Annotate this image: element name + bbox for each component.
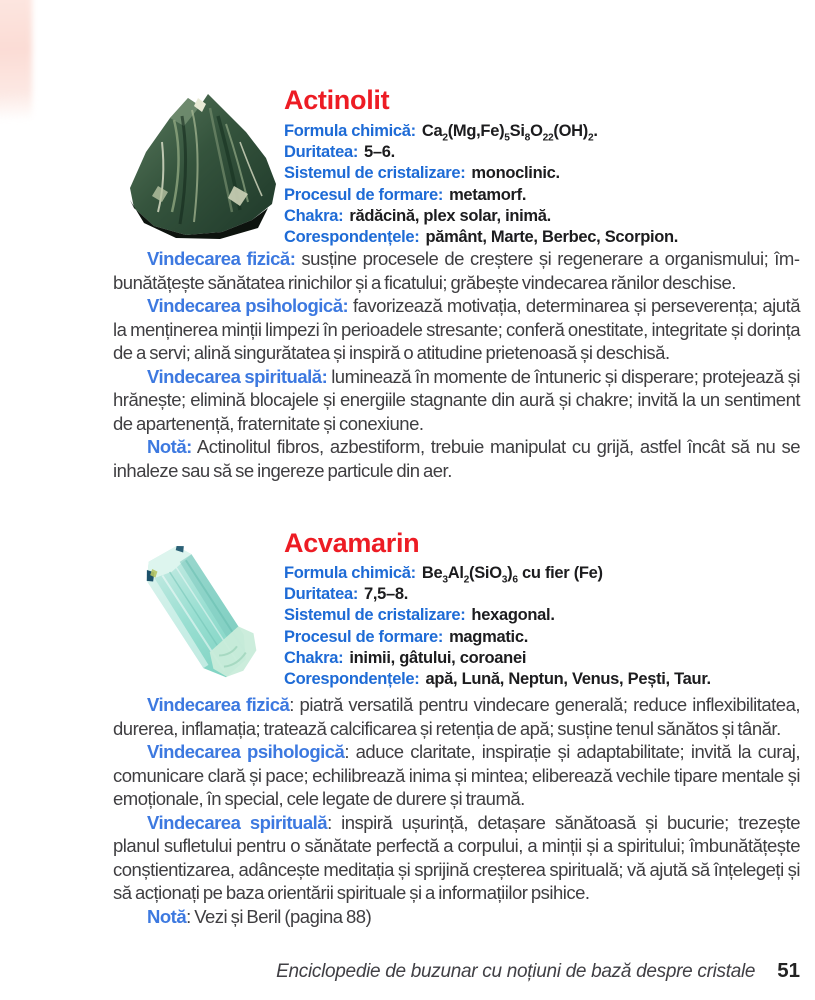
info-row-formula: [284, 563, 711, 584]
paragraph-lead: Vindecarea psihologică: [147, 741, 345, 762]
paragraph-text: : aduce claritate, inspirație și adaptabilitate; invită la curaj, comunicare clară și pace; echilibrează inima și mintea; eliberează vechile tipare mentale și emoționale, în special, cele legate de durere și traumă.: [113, 741, 800, 809]
paragraph-physical-healing: [113, 247, 800, 294]
info-label: Formula chimică:: [284, 122, 416, 140]
paragraph-text: susține procesele de creștere și regenerare a organismului; îmbunătățește sănătatea rinichilor și a ficatului; grăbește vindecarea rănilor deschise.: [113, 248, 800, 293]
info-label: Duritatea:: [284, 143, 359, 162]
info-value: rădăcină, plex solar, inimă.: [349, 206, 551, 225]
info-row-formation: [284, 627, 711, 648]
info-value-chemical-formula: $Ca_2(Mg,Fe)_5Si_8O_{22}(OH)_2$.: [421, 122, 598, 144]
info-value: inimii, gâtului, coroanei: [349, 648, 527, 667]
entry-title: Acvamarin: [284, 528, 420, 558]
info-label: Duritatea:: [284, 585, 359, 604]
paragraph-text: : piatră versatilă pentru vindecare generală; reduce inflexibilitatea, durerea, inflamația; tratează calcificarea și retenția de apă; susține tenul sănătos și tânăr.: [113, 694, 800, 739]
page-edge-photo-fragment: [0, 0, 32, 120]
info-label: Chakra:: [284, 648, 344, 667]
info-value: apă, Lună, Neptun, Venus, Pești, Taur.: [425, 670, 711, 689]
info-list: [284, 563, 711, 690]
page-number: 51: [777, 959, 800, 982]
paragraph-physical-healing: [113, 693, 800, 740]
info-row-chakra: [284, 648, 711, 669]
paragraph-psychological-healing: [113, 294, 800, 365]
entry-body-actinolit: [113, 247, 800, 482]
info-row-chakra: [284, 206, 678, 227]
footer-book-title: Enciclopedie de buzunar cu noțiuni de bază despre cristale: [276, 961, 756, 982]
info-row-crystal-system: [284, 163, 678, 184]
paragraph-lead: Vindecarea spirituală: [147, 811, 328, 833]
info-row-correspondences: [284, 227, 678, 248]
paragraph-note: [113, 905, 800, 929]
info-row-formation: [284, 185, 678, 206]
paragraph-psychological-healing: [113, 740, 800, 811]
paragraph-spiritual-healing: [113, 811, 800, 905]
paragraph-text: Actinolitul fibros, azbestiform, trebuie manipulat cu grijă, astfel încât să nu se inhaleze sau să se ingereze particule din aer.: [113, 436, 800, 481]
paragraph-lead: Notă: [147, 905, 187, 927]
info-row-hardness: [284, 142, 678, 163]
entry-title: Actinolit: [284, 85, 390, 115]
paragraph-text: favorizează motivația, determinarea și perseverența; ajută la menținerea minții limpezi în perioadele stresante; conferă onestitate, integritate și dorința de a servi; alină singurătatea și inspiră o atitudine prietenoasă și deschisă.: [113, 295, 801, 363]
info-value-chemical-formula: $Be_3Al_2(SiO_3)_6$ cu fier (Fe): [421, 564, 603, 586]
info-value: hexagonal.: [471, 606, 555, 625]
info-label: Procesul de formare:: [284, 627, 444, 646]
info-label: Sistemul de cristalizare:: [284, 606, 466, 625]
info-value: pământ, Marte, Berbec, Scorpion.: [425, 228, 679, 247]
page-footer: [113, 959, 800, 983]
paragraph-lead: Vindecarea fizică: [147, 694, 290, 715]
entry-header-acvamarin: [284, 527, 711, 690]
entry-header-actinolit: [284, 84, 678, 248]
info-row-correspondences: [284, 669, 711, 690]
info-value: 7,5–8.: [364, 585, 409, 604]
entry-body-acvamarin: [113, 693, 800, 928]
info-row-crystal-system: [284, 605, 711, 626]
paragraph-lead: Vindecarea psihologică:: [147, 295, 349, 316]
info-value: monoclinic.: [471, 164, 560, 183]
info-label: Corespondențele:: [284, 228, 420, 247]
paragraph-lead: Vindecarea fizică:: [147, 248, 296, 269]
paragraph-note: [113, 435, 800, 482]
info-value: magmatic.: [449, 627, 528, 646]
info-label: Sistemul de cristalizare:: [284, 164, 466, 183]
info-label: Chakra:: [284, 206, 344, 225]
info-label: Formula chimică:: [284, 564, 416, 582]
paragraph-spiritual-healing: [113, 365, 800, 436]
info-row-hardness: [284, 584, 711, 605]
info-label: Procesul de formare:: [284, 185, 444, 204]
paragraph-lead: Vindecarea spirituală:: [147, 365, 328, 387]
paragraph-lead: Notă:: [147, 436, 192, 457]
info-value: 5–6.: [364, 143, 395, 162]
paragraph-text: luminează în momente de întuneric și disperare; protejează și hrănește; elimină blocajele și energiile stagnante din aură și chakre; invită la un sentiment de apartenență, fraternitate și conexiune.: [113, 365, 800, 434]
aquamarine-crystal-photo: [132, 536, 264, 688]
paragraph-text: : inspiră ușurință, detașare sănătoasă și bucurie; trezește planul sufletului pentru o sănătate perfectă a corpului, a minții și a spiritului; îmbunătățește conștientizarea, adâncește meditația și sprijină creșterea spirituală; vă ajută să înțelegeți și să acționați pe baza orientării spirituale și a informațiilor psihice.: [113, 811, 801, 903]
info-list: [284, 121, 678, 248]
info-row-formula: [284, 121, 678, 142]
info-label: Corespondențele:: [284, 670, 420, 689]
info-value: metamorf.: [449, 185, 527, 204]
actinolite-specimen-photo: [114, 90, 286, 242]
paragraph-text: : Vezi și Beril (pagina 88): [186, 905, 372, 927]
